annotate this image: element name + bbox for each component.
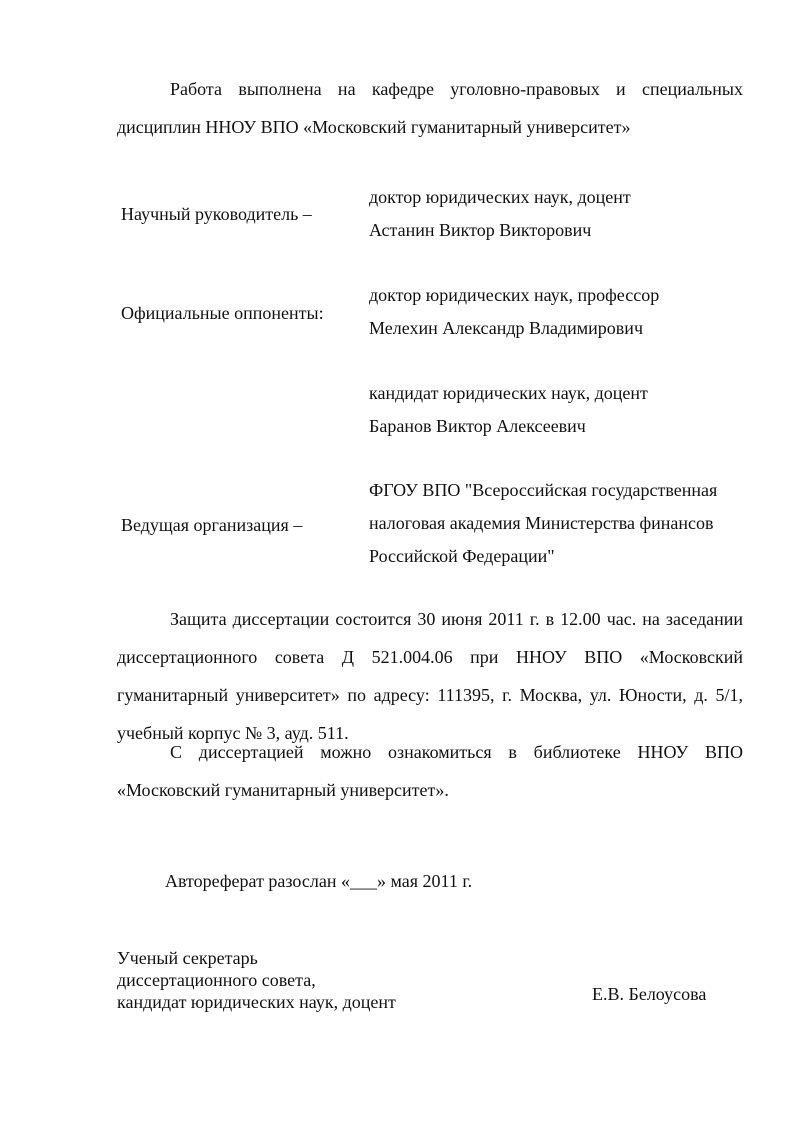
leading-org-label: Ведущая организация – — [121, 515, 303, 535]
library-paragraph: С диссертацией можно ознакомиться в библиотеке ННОУ ВПО «Московский гуманитарный университет». — [117, 742, 743, 800]
secretary-degree: кандидат юридических наук, доцент — [117, 992, 396, 1012]
opponents-label: Официальные оппоненты: — [121, 303, 324, 323]
leading-org-line-1: ФГОУ ВПО "Всероссийская государственная — [369, 480, 718, 500]
opponent-second-name: Баранов Виктор Алексеевич — [369, 416, 586, 436]
secretary-name: Е.В. Белоусова — [592, 984, 707, 1004]
supervisor-label: Научный руководитель – — [121, 204, 312, 224]
supervisor-name: Астанин Виктор Викторович — [369, 220, 592, 240]
opponent-second — [369, 377, 648, 443]
secretary-council: диссертационного совета, — [117, 970, 316, 990]
leading-org-info — [369, 474, 717, 573]
leading-org-line-2: налоговая академия Министерства финансов — [369, 513, 714, 533]
leading-org-line-3: Российской Федерации" — [369, 546, 555, 566]
opponent-first-name: Мелехин Александр Владимирович — [369, 318, 643, 338]
opponent-second-degree: кандидат юридических наук, доцент — [369, 383, 648, 403]
supervisor-info — [369, 181, 631, 247]
supervisor-degree: доктор юридических наук, доцент — [369, 187, 631, 207]
secretary-block — [117, 947, 396, 1013]
opponent-first — [369, 279, 659, 345]
opponent-first-degree: доктор юридических наук, профессор — [369, 285, 660, 305]
secretary-title: Ученый секретарь — [117, 948, 258, 968]
defense-paragraph: Защита диссертации состоится 30 июня 2011 г. в 12.00 час. на заседании диссертационного совета Д 521.004.06 при ННОУ ВПО «Московский гуманитарный университет» по адресу: 111395, г. Москва, ул. Юности, д. 5/1, учебный корпус № 3, ауд. 511. — [117, 609, 743, 743]
intro-paragraph: Работа выполнена на кафедре уголовно-правовых и специальных дисциплин ННОУ ВПО «Московский гуманитарный университет» — [117, 79, 743, 137]
mailing-date: Автореферат разослан «___» мая 2011 г. — [165, 871, 473, 891]
